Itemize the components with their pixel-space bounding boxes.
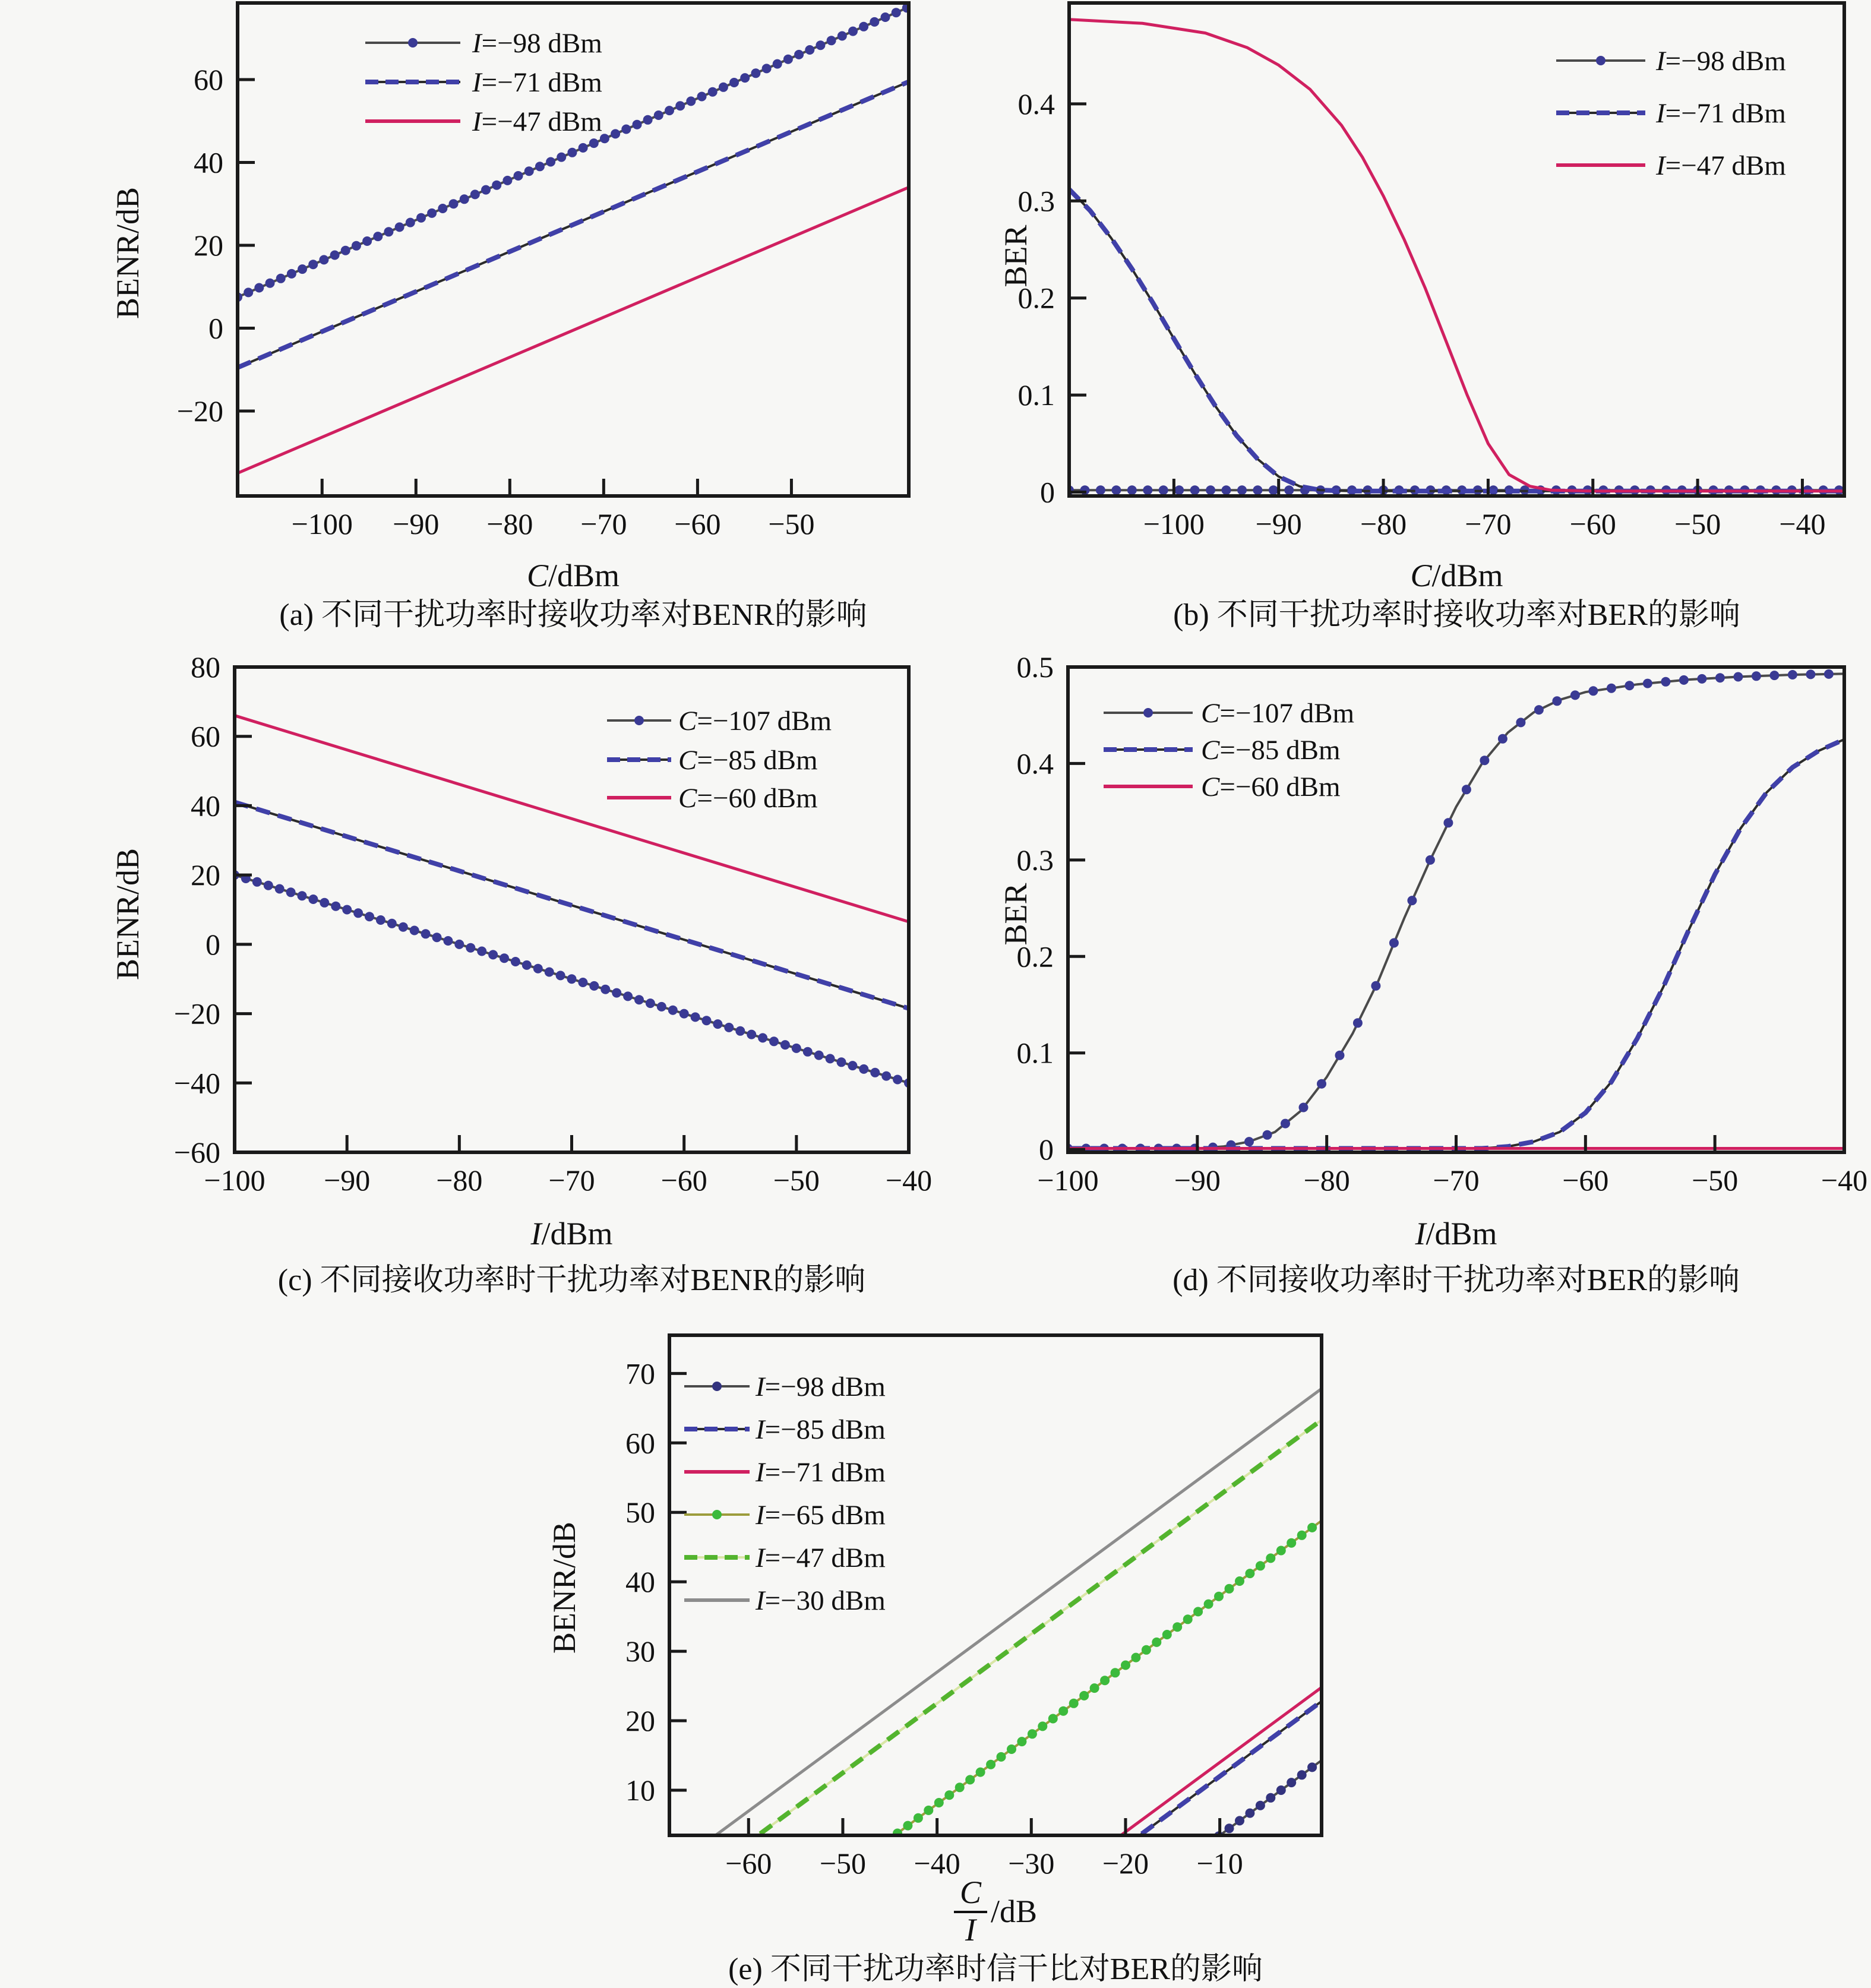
plot-a-legend-label-0: I=−98 dBm bbox=[472, 28, 602, 59]
plot-d-legend-label-0: C=−107 dBm bbox=[1201, 698, 1355, 729]
svg-text:30: 30 bbox=[625, 1635, 655, 1668]
svg-text:20: 20 bbox=[625, 1704, 655, 1738]
svg-text:−20: −20 bbox=[173, 997, 220, 1031]
svg-text:−60: −60 bbox=[725, 1847, 772, 1880]
plot-e-legend-label-1: I=−85 dBm bbox=[756, 1414, 886, 1445]
svg-text:−50: −50 bbox=[819, 1847, 867, 1880]
xlabel-d: I/dBm bbox=[1415, 1216, 1497, 1251]
svg-text:50: 50 bbox=[625, 1496, 655, 1529]
svg-text:−20: −20 bbox=[176, 394, 223, 428]
svg-text:40: 40 bbox=[625, 1565, 655, 1599]
plot-c-legend-label-2: C=−60 dBm bbox=[678, 783, 818, 814]
plot-c-legend bbox=[607, 706, 832, 814]
svg-text:20: 20 bbox=[191, 858, 220, 892]
svg-text:−60: −60 bbox=[173, 1136, 220, 1169]
svg-text:−50: −50 bbox=[768, 507, 815, 541]
plot-e-legend-label-2: I=−71 dBm bbox=[756, 1457, 886, 1488]
svg-text:−90: −90 bbox=[324, 1164, 371, 1197]
plot-e-legend-label-5: I=−30 dBm bbox=[756, 1585, 886, 1616]
plot-a-series-2-line bbox=[238, 187, 909, 473]
ylabel-e: BENR/dB bbox=[546, 1521, 582, 1654]
svg-text:0.4: 0.4 bbox=[1017, 87, 1055, 121]
svg-text:0: 0 bbox=[1040, 475, 1055, 509]
plot-d-legend bbox=[1104, 698, 1354, 802]
plot-b-legend-label-1: I=−71 dBm bbox=[1656, 98, 1786, 129]
svg-text:−80: −80 bbox=[436, 1164, 483, 1197]
caption-d: (d) 不同接收功率时干扰功率对BER的影响 bbox=[1172, 1263, 1740, 1297]
svg-text:0: 0 bbox=[1039, 1133, 1054, 1167]
xlabel-a: C/dBm bbox=[526, 558, 620, 593]
svg-text:−80: −80 bbox=[1303, 1164, 1350, 1197]
svg-text:−90: −90 bbox=[393, 507, 440, 541]
svg-text:−60: −60 bbox=[1569, 507, 1616, 541]
plot-a-legend bbox=[365, 28, 602, 137]
plot-b-series-2-line bbox=[1069, 20, 1844, 491]
svg-text:60: 60 bbox=[625, 1426, 655, 1460]
plot-e-legend bbox=[684, 1371, 886, 1616]
svg-text:−100: −100 bbox=[1037, 1164, 1099, 1197]
plot-a-legend-label-2: I=−47 dBm bbox=[472, 106, 602, 137]
plot-e-legend-label-0: I=−98 dBm bbox=[756, 1371, 886, 1402]
svg-text:−70: −70 bbox=[1465, 507, 1512, 541]
xlabel-e: $\frac{C}{I}$ /dB bbox=[669, 1876, 1322, 1946]
svg-text:0: 0 bbox=[206, 927, 220, 961]
xlabel-c: I/dBm bbox=[530, 1216, 613, 1251]
plot-b-legend-label-0: I=−98 dBm bbox=[1656, 46, 1786, 77]
plot-b-series-1-underline bbox=[1069, 189, 1844, 491]
ylabel-c: BENR/dB bbox=[110, 848, 146, 981]
xlabel-b: C/dBm bbox=[1410, 558, 1503, 593]
svg-text:−50: −50 bbox=[1674, 507, 1721, 541]
plot-e-legend-label-3: I=−65 dBm bbox=[756, 1500, 886, 1531]
svg-text:−50: −50 bbox=[773, 1164, 820, 1197]
svg-text:−40: −40 bbox=[173, 1066, 220, 1100]
svg-text:−40: −40 bbox=[1821, 1164, 1868, 1197]
plot-d-series-1-underline bbox=[1068, 739, 1844, 1149]
plot-d-series-0-markers bbox=[1063, 669, 1834, 1153]
svg-text:−100: −100 bbox=[1143, 507, 1205, 541]
caption-b: (b) 不同干扰功率时接收功率对BER的影响 bbox=[1173, 598, 1740, 632]
svg-text:60: 60 bbox=[194, 63, 223, 97]
svg-text:60: 60 bbox=[191, 719, 220, 753]
plot-d-legend-label-2: C=−60 dBm bbox=[1201, 772, 1341, 802]
c-over-i-fraction: $\frac{C}{I}$ bbox=[954, 1876, 987, 1946]
svg-text:0.1: 0.1 bbox=[1017, 378, 1055, 412]
svg-text:0.5: 0.5 bbox=[1016, 650, 1054, 684]
svg-text:0.2: 0.2 bbox=[1017, 281, 1055, 315]
plot-b-legend-label-2: I=−47 dBm bbox=[1656, 150, 1786, 181]
ylabel-d: BER bbox=[998, 883, 1034, 946]
svg-text:−20: −20 bbox=[1102, 1847, 1149, 1880]
caption-c: (c) 不同接收功率时干扰功率对BENR的影响 bbox=[277, 1263, 866, 1297]
plot-d-legend-label-1: C=−85 dBm bbox=[1201, 735, 1341, 766]
plot-b-frame bbox=[1069, 3, 1844, 496]
svg-text:−90: −90 bbox=[1255, 507, 1302, 541]
svg-text:20: 20 bbox=[194, 229, 223, 263]
svg-text:10: 10 bbox=[625, 1773, 655, 1807]
svg-text:40: 40 bbox=[194, 146, 223, 179]
svg-text:−40: −40 bbox=[1779, 507, 1826, 541]
plot-b-series-1-dashes bbox=[1069, 189, 1844, 491]
svg-text:−60: −60 bbox=[674, 507, 721, 541]
svg-text:−80: −80 bbox=[486, 507, 533, 541]
plot-d-ticks bbox=[1017, 650, 1868, 1197]
svg-text:−50: −50 bbox=[1692, 1164, 1739, 1197]
svg-text:−90: −90 bbox=[1174, 1164, 1221, 1197]
svg-text:−100: −100 bbox=[204, 1164, 266, 1197]
plot-b bbox=[1018, 3, 1845, 541]
plot-d-series-0-line bbox=[1068, 674, 1844, 1148]
svg-text:−70: −70 bbox=[580, 507, 627, 541]
svg-text:−40: −40 bbox=[914, 1847, 960, 1880]
plot-c-legend-label-0: C=−107 dBm bbox=[678, 706, 832, 737]
caption-e: (e) 不同干扰功率时信干比对BER的影响 bbox=[728, 1952, 1263, 1986]
ylabel-a: BENR/dB bbox=[110, 187, 146, 320]
plot-e-legend-label-4: I=−47 dBm bbox=[756, 1543, 886, 1573]
plot-a-legend-label-1: I=−71 dBm bbox=[472, 67, 602, 98]
svg-text:0.3: 0.3 bbox=[1016, 843, 1054, 877]
svg-text:−40: −40 bbox=[885, 1164, 933, 1197]
caption-a: (a) 不同干扰功率时接收功率对BENR的影响 bbox=[279, 598, 867, 632]
svg-text:−30: −30 bbox=[1008, 1847, 1055, 1880]
plot-c-legend-label-1: C=−85 dBm bbox=[678, 745, 818, 776]
svg-text:−70: −70 bbox=[1433, 1164, 1480, 1197]
svg-text:0.2: 0.2 bbox=[1016, 940, 1054, 974]
plot-e-ticks bbox=[625, 1357, 1243, 1880]
svg-text:−60: −60 bbox=[660, 1164, 707, 1197]
svg-text:80: 80 bbox=[191, 650, 220, 684]
svg-text:−60: −60 bbox=[1562, 1164, 1609, 1197]
ylabel-b: BER bbox=[998, 225, 1034, 287]
plot-b-legend bbox=[1556, 46, 1786, 181]
svg-text:0.4: 0.4 bbox=[1016, 747, 1054, 780]
svg-text:−10: −10 bbox=[1196, 1847, 1243, 1880]
plot-d bbox=[1017, 650, 1868, 1197]
plot-d-series-1-dashes bbox=[1068, 739, 1844, 1149]
plot-a bbox=[177, 3, 912, 541]
svg-text:0.3: 0.3 bbox=[1017, 184, 1055, 218]
svg-text:0.1: 0.1 bbox=[1016, 1036, 1054, 1070]
plot-d-frame bbox=[1068, 667, 1844, 1152]
svg-text:−80: −80 bbox=[1360, 507, 1407, 541]
svg-text:−100: −100 bbox=[291, 507, 353, 541]
svg-text:−70: −70 bbox=[548, 1164, 595, 1197]
svg-text:40: 40 bbox=[191, 789, 220, 823]
svg-text:70: 70 bbox=[625, 1357, 655, 1390]
svg-text:0: 0 bbox=[208, 311, 223, 345]
plot-c bbox=[174, 650, 932, 1197]
